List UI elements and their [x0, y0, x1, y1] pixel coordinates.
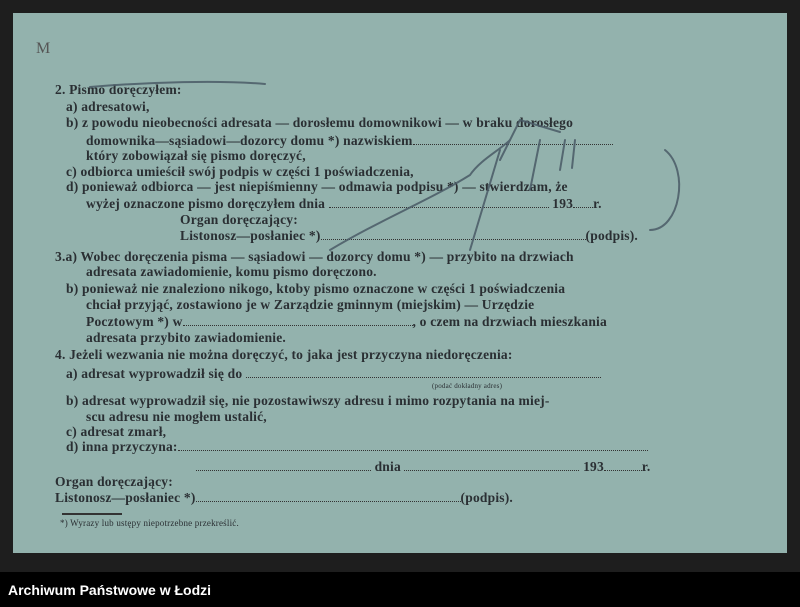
- section3-a1: 3.a) Wobec doręczenia pisma — sąsiadowi — dozorcy domu *) — przybito na drzwiach: [55, 249, 574, 264]
- section4-d-text: d) inna przyczyna:: [66, 439, 178, 454]
- section2-b3: który zobowiązał się pismo doręczyć,: [86, 148, 306, 163]
- section4-a-text: a) adresat wyprowadził się do: [66, 366, 243, 381]
- listonosz-label: Listonosz—posłaniec *): [180, 228, 321, 243]
- corner-mark: M: [36, 40, 51, 57]
- section2-d1: d) ponieważ odbiorca — jest niepiśmienny — odmawia podpisu *) — stwierdzam, że: [66, 179, 568, 194]
- section4-b2: scu adresu nie mogłem ustalić,: [86, 409, 267, 424]
- section4-heading: 4. Jeżeli wezwania nie można doręczyć, to jaka jest przyczyna niedoręczenia:: [55, 347, 513, 362]
- section4-b1: b) adresat wyprowadził się, nie pozostawiwszy adresu i mimo rozpytania na miej-: [66, 393, 550, 408]
- year-prefix-2: 193: [583, 459, 604, 474]
- r-suffix: r.: [593, 196, 602, 211]
- podpis-label: (podpis).: [585, 228, 638, 243]
- r-suffix-2: r.: [641, 459, 651, 474]
- archive-footer-bar: [0, 572, 800, 607]
- section3-b1: b) ponieważ nie znaleziono nikogo, ktoby pismo oznaczone w części 1 poświadczenia: [66, 281, 566, 296]
- archive-name: Archiwum Państwowe w Łodzi: [8, 582, 212, 598]
- podpis-label-2: (podpis).: [460, 490, 513, 505]
- year-prefix: 193: [552, 196, 574, 211]
- address-hint: (podać dokładny adres): [432, 382, 503, 390]
- section2-d2-text: wyżej oznaczone pismo doręczyłem dnia: [86, 196, 326, 211]
- section2-heading: 2. Pismo doręczyłem:: [55, 82, 182, 97]
- section2-organ: Organ doręczający:: [180, 212, 298, 227]
- section4-organ: Organ doręczający:: [55, 474, 173, 489]
- section2-c: c) odbiorca umieścił swój podpis w części 1 poświadczenia,: [66, 164, 414, 179]
- section3-b2: chciał przyjąć, zostawiono je w Zarządzie gminnym (miejskim) — Urzędzie: [86, 297, 535, 312]
- pocztowym-label: Pocztowym *) w: [86, 314, 183, 329]
- listonosz-label-2: Listonosz—posłaniec *): [55, 490, 196, 505]
- section2-b2-text: domownika—sąsiadowi—dozorcy domu *) nazwiskiem: [86, 133, 413, 148]
- section3-b4: adresata przybito zawiadomienie.: [86, 330, 287, 345]
- section3-a2: adresata zawiadomienie, komu pismo doręczono.: [86, 264, 377, 279]
- dnia-label: dnia: [374, 459, 401, 474]
- section2-b1: b) z powodu nieobecności adresata — dorosłemu domownikowi — w braku dorosłego: [66, 115, 574, 130]
- section2-a: a) adresatowi,: [66, 99, 150, 114]
- section3-b3-rest: , o czem na drzwiach mieszkania: [412, 314, 607, 329]
- footnote: *) Wyrazy lub ustępy niepotrzebne przekreślić.: [60, 518, 239, 528]
- section4-c: c) adresat zmarł,: [66, 424, 167, 439]
